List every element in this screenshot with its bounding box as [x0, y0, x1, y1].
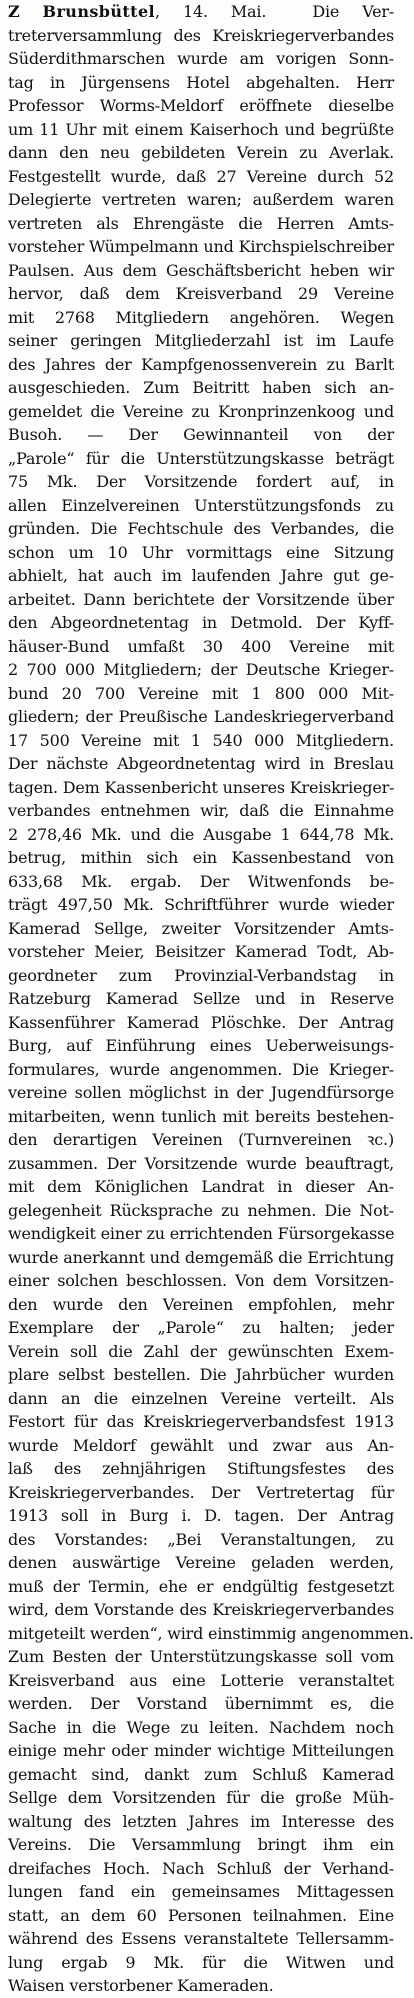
article-line: wird, dem Vorstande des Kreiskriegerverbandes	[8, 1600, 394, 1619]
article-line: Paulsen. Aus dem Geschäftsbericht heben wir	[8, 260, 394, 280]
article-line: Vereins. Die Versammlung bringt ihm ein	[8, 1835, 394, 1854]
article-line: schon um 10 Uhr vormittags eine Sitzung	[8, 542, 394, 562]
article-line: 1913 soll in Burg i. D. tagen. Der Antrag	[8, 1506, 394, 1525]
article-line: treterversammlung des Kreiskriegerverbandes	[8, 25, 394, 45]
article-line: mit dem Königlichen Landrat in dieser An-	[8, 1177, 394, 1196]
article-line: gründen. Die Fechtschule des Verbandes, die	[8, 519, 394, 538]
article-line: des Jahres der Kampfgenossenverein zu Barlt	[8, 354, 394, 374]
article-line: tag in Jürgensens Hotel abgehalten. Herr	[8, 72, 394, 92]
article-line: Süderdithmarschen wurde am vorigen Sonn-	[8, 49, 394, 68]
article-line: Kassenführer Kamerad Plöschke. Der Antrag	[8, 1012, 394, 1032]
article-line: Kamerad Sellge, zweiter Vorsitzender Amts-	[8, 918, 394, 938]
article-line: den derartigen Vereinen (Turnvereinen ꝛc.)	[8, 1130, 394, 1149]
article-dateline	[8, 0, 394, 24]
article-line: waltung des letzten Jahres im Interesse des	[8, 1811, 394, 1831]
article-line: tagen. Dem Kassenbericht unseres Kreiskrieger-	[8, 777, 395, 797]
article-line: plare selbst bestellen. Die Jahrbücher wurden	[8, 1365, 394, 1384]
article-line: Zum Besten der Unterstützungskasse soll vom	[8, 1647, 394, 1666]
article-line: formulares, wurde angenommen. Die Krieger-	[8, 1059, 394, 1079]
article-line: Burg, auf Einführung eines Ueberweisungs-	[8, 1036, 394, 1055]
article-line: mitarbeiten, wenn tunlich mit bereits bestehen-	[8, 1106, 394, 1126]
article-line: dann an die einzelnen Vereine verteilt. Als	[8, 1388, 394, 1408]
article-line: zusammen. Der Vorsitzende wurde beauftragt,	[8, 1153, 394, 1173]
article-line: muß der Termin, ehe er endgültig festgesetzt	[8, 1576, 394, 1596]
article-line: wendigkeit einer zu errichtenden Fürsorgekasse	[8, 1224, 395, 1243]
article-line: gemeldet die Vereine zu Kronprinzenkoog und	[8, 401, 394, 421]
article-line: mitgeteilt werden“, wird einstimmig angenommen.	[8, 1623, 414, 1643]
article-line: lung ergab 9 Mk. für die Witwen und	[8, 1952, 394, 1972]
article-line: den wurde den Vereinen empfohlen, mehr	[8, 1294, 394, 1314]
article-line: vorsteher Meier, Beisitzer Kamerad Todt, Ab-	[8, 942, 394, 961]
article-line: trägt 497,50 Mk. Schriftführer wurde wieder	[8, 895, 394, 914]
article-line: 17 500 Vereine mit 1 540 000 Mitgliedern.	[8, 730, 394, 750]
dateline-date: , 14. Mai.	[155, 2, 267, 21]
dateline-marker: Z	[8, 2, 20, 21]
article-line: 75 Mk. Der Vorsitzende fordert auf, in	[8, 472, 394, 491]
article-line: allen Einzelvereinen Unterstützungsfonds zu	[8, 495, 394, 515]
article-line: hervor, daß dem Kreisverband 29 Vereine	[8, 284, 394, 303]
article-line: Festort für das Kreiskriegerverbandsfest 1913	[8, 1412, 394, 1431]
article-line: ausgeschieden. Zum Beitritt haben sich an-	[8, 378, 394, 397]
article-line: vorsteher Wümpelmann und Kirchspielschreiber	[8, 237, 394, 256]
article-line: Waisen verstorbener Kameraden.	[8, 1976, 274, 1995]
article-line: mit 2768 Mitgliedern angehören. Wegen	[8, 307, 394, 327]
article-line: vereine sollen möglichst in der Jugendfürsorge	[8, 1083, 394, 1102]
article-line: Ratzeburg Kamerad Sellze und in Reserve	[8, 989, 394, 1008]
article-line: Busoh. — Der Gewinnanteil von der	[8, 425, 394, 444]
article-line: verbandes entnehmen wir, daß die Einnahme	[8, 801, 394, 820]
article-line: lungen fand ein gemeinsames Mittagessen	[8, 1882, 394, 1901]
article-line: den Abgeordnetentag in Detmold. Der Kyff-	[8, 613, 394, 632]
article-line: geordneter zum Provinzial-Verbandstag in	[8, 965, 394, 985]
article-line: Kreiskriegerverbandes. Der Vertretertag für	[8, 1482, 394, 1502]
article-line: betrug, mithin sich ein Kassenbestand von	[8, 848, 394, 867]
article-line: Professor Worms-Meldorf eröffnete dieselbe	[8, 96, 394, 115]
article-column	[8, 0, 414, 1998]
article-line: gemacht sind, dankt zum Schluß Kamerad	[8, 1764, 394, 1784]
article-line: „Parole“ für die Unterstützungskasse beträgt	[8, 448, 394, 468]
article-line: laß des zehnjährigen Stiftungsfestes des	[8, 1459, 394, 1478]
article-line: 2 278,46 Mk. und die Ausgabe 1 644,78 Mk.	[8, 824, 394, 844]
article-line: um 11 Uhr mit einem Kaiserhoch und begrüßte	[8, 119, 394, 139]
article-line: einer solchen beschlossen. Von dem Vorsitzen-	[8, 1271, 394, 1290]
article-line: Sellge dem Vorsitzenden für die große Müh-	[8, 1788, 394, 1807]
article-line: dreifaches Hoch. Nach Schluß der Verhand-	[8, 1858, 394, 1878]
article-line: Die Ver-	[312, 2, 395, 21]
article-line: Festgestellt wurde, daß 27 Vereine durch 52	[8, 166, 394, 186]
article-line: werden. Der Vorstand übernimmt es, die	[8, 1694, 394, 1713]
article-line: abhielt, hat auch im laufenden Jahre gut ge-	[8, 566, 394, 585]
article-line: denen auswärtige Vereine geladen werden,	[8, 1553, 394, 1572]
article-line: während des Essens veranstaltete Tellersamm-	[8, 1929, 394, 1948]
article-line: bund 20 700 Vereine mit 1 800 000 Mit-	[8, 683, 394, 703]
article-line: gelegenheit Rücksprache zu nehmen. Die Not-	[8, 1200, 394, 1220]
article-line: des Vorstandes: „Bei Veranstaltungen, zu	[8, 1529, 394, 1549]
article-line: 633,68 Mk. ergab. Der Witwenfonds be-	[8, 871, 394, 891]
article-line: Exemplare der „Parole“ zu halten; jeder	[8, 1318, 394, 1337]
article-line: häuser-Bund umfaßt 30 400 Vereine mit	[8, 636, 394, 656]
article-line: Verein soll die Zahl der gewünschten Exem-	[8, 1341, 394, 1361]
article-line: Der nächste Abgeordnetentag wird in Breslau	[8, 754, 394, 773]
article-line: dann den neu gebildeten Verein zu Averlak.	[8, 143, 394, 162]
article-line: wurde anerkannt und demgemäß die Errichtung	[8, 1247, 394, 1267]
article-line: 2 700 000 Mitgliedern; der Deutsche Krieger-	[8, 660, 394, 679]
article-line: gliedern; der Preußische Landeskriegerverband	[8, 707, 394, 726]
article-line: Delegierte vertreten waren; außerdem waren	[8, 190, 394, 209]
article-line: statt, an dem 60 Personen teilnahmen. Eine	[8, 1905, 394, 1925]
dateline-place: Brunsbüttel	[42, 2, 156, 21]
article-line: arbeitet. Dann berichtete der Vorsitzende über	[8, 589, 394, 609]
article-line: Sache in die Wege zu leiten. Nachdem noch	[8, 1717, 394, 1737]
article-line: Kreisverband aus eine Lotterie veranstaltet	[8, 1670, 394, 1690]
article-line: seiner geringen Mitgliederzahl ist im Laufe	[8, 331, 394, 350]
article-line: wurde Meldorf gewählt und zwar aus An-	[8, 1435, 394, 1455]
article-line: vertreten als Ehrengäste die Herren Amts-	[8, 213, 394, 233]
article-line: einige mehr oder minder wichtige Mitteilungen	[8, 1741, 394, 1760]
